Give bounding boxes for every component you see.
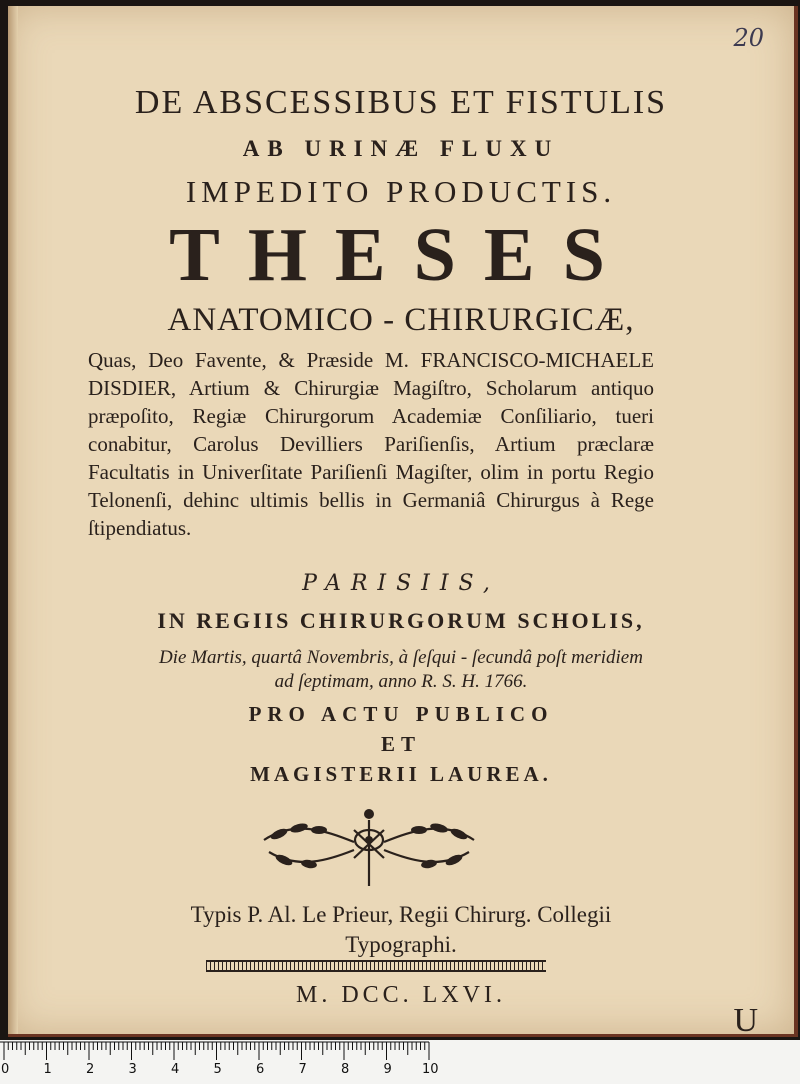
place-line: PARISIIS, bbox=[302, 571, 500, 596]
title-line-2: AB URINÆ FLUXU bbox=[242, 136, 560, 161]
ruler-label: 10 bbox=[422, 1062, 439, 1077]
ruler-label: 1 bbox=[43, 1062, 52, 1077]
ruler-label: 6 bbox=[256, 1062, 265, 1077]
venue-line: IN REGIIS CHIRURGORUM SCHOLIS, bbox=[157, 608, 645, 633]
folio-number: 20 bbox=[733, 24, 764, 52]
date-line-2: ad ſeptimam, anno R. S. H. 1766. bbox=[274, 671, 528, 692]
title-line-5: ANATOMICO - CHIRURGICÆ, bbox=[167, 302, 635, 338]
actus-line-2: ET bbox=[380, 732, 421, 756]
ruler-label: 4 bbox=[171, 1062, 180, 1077]
date-line-1: Die Martis, quartâ Novembris, à ſeſqui - ſecundâ poſt meridiem bbox=[159, 647, 643, 668]
ruler-label: 8 bbox=[341, 1062, 350, 1077]
date-block bbox=[8, 646, 794, 694]
decorative-rule bbox=[206, 960, 546, 972]
imprint-year: M. DCC. LXVI. bbox=[295, 982, 506, 1008]
signature-mark: U bbox=[733, 1002, 758, 1039]
body-paragraph-text: Quas, Deo Favente, & Præside M. FRANCISCO-MICHAELE DISDIER, Artium & Chirurgiæ Magiſtro, Scholarum antiquo præpoſito, Regiæ Chirurgorum Academiæ Conſiliario, tueri conabitur, Carolus Devilliers Pariſienſis, Artium præclaræ Facultatis in Univerſitate Pariſienſi Magiſter, olim in portu Regio Telonenſi, dehinc ultimis bellis in Germaniâ Chirurgus à Rege ſtipendiatus. bbox=[88, 348, 654, 540]
scale-ruler bbox=[0, 1040, 800, 1084]
imprint-block bbox=[68, 900, 734, 960]
actus-line-3: MAGISTERII LAUREA. bbox=[250, 762, 552, 786]
imprint-line-2: Typographi. bbox=[345, 932, 457, 957]
imprint-line-1: Typis P. Al. Le Prieur, Regii Chirurg. Collegii bbox=[190, 902, 612, 927]
ruler-label: 5 bbox=[213, 1062, 222, 1077]
ruler-label: 7 bbox=[298, 1062, 307, 1077]
ruler-label: 0 bbox=[1, 1062, 10, 1077]
ruler-ticks bbox=[0, 1040, 800, 1064]
ruler-label: 2 bbox=[86, 1062, 95, 1077]
title-theses: THESES bbox=[169, 213, 633, 297]
ruler-label: 3 bbox=[128, 1062, 137, 1077]
title-page bbox=[8, 6, 798, 1037]
printers-ornament-icon bbox=[254, 800, 484, 890]
actus-line-1: PRO ACTU PUBLICO bbox=[248, 702, 554, 726]
title-line-1: DE ABSCESSIBUS ET FISTULIS bbox=[134, 84, 668, 121]
title-line-3: IMPEDITO PRODUCTIS. bbox=[185, 174, 617, 209]
body-paragraph bbox=[88, 346, 654, 542]
ruler-label: 9 bbox=[383, 1062, 392, 1077]
